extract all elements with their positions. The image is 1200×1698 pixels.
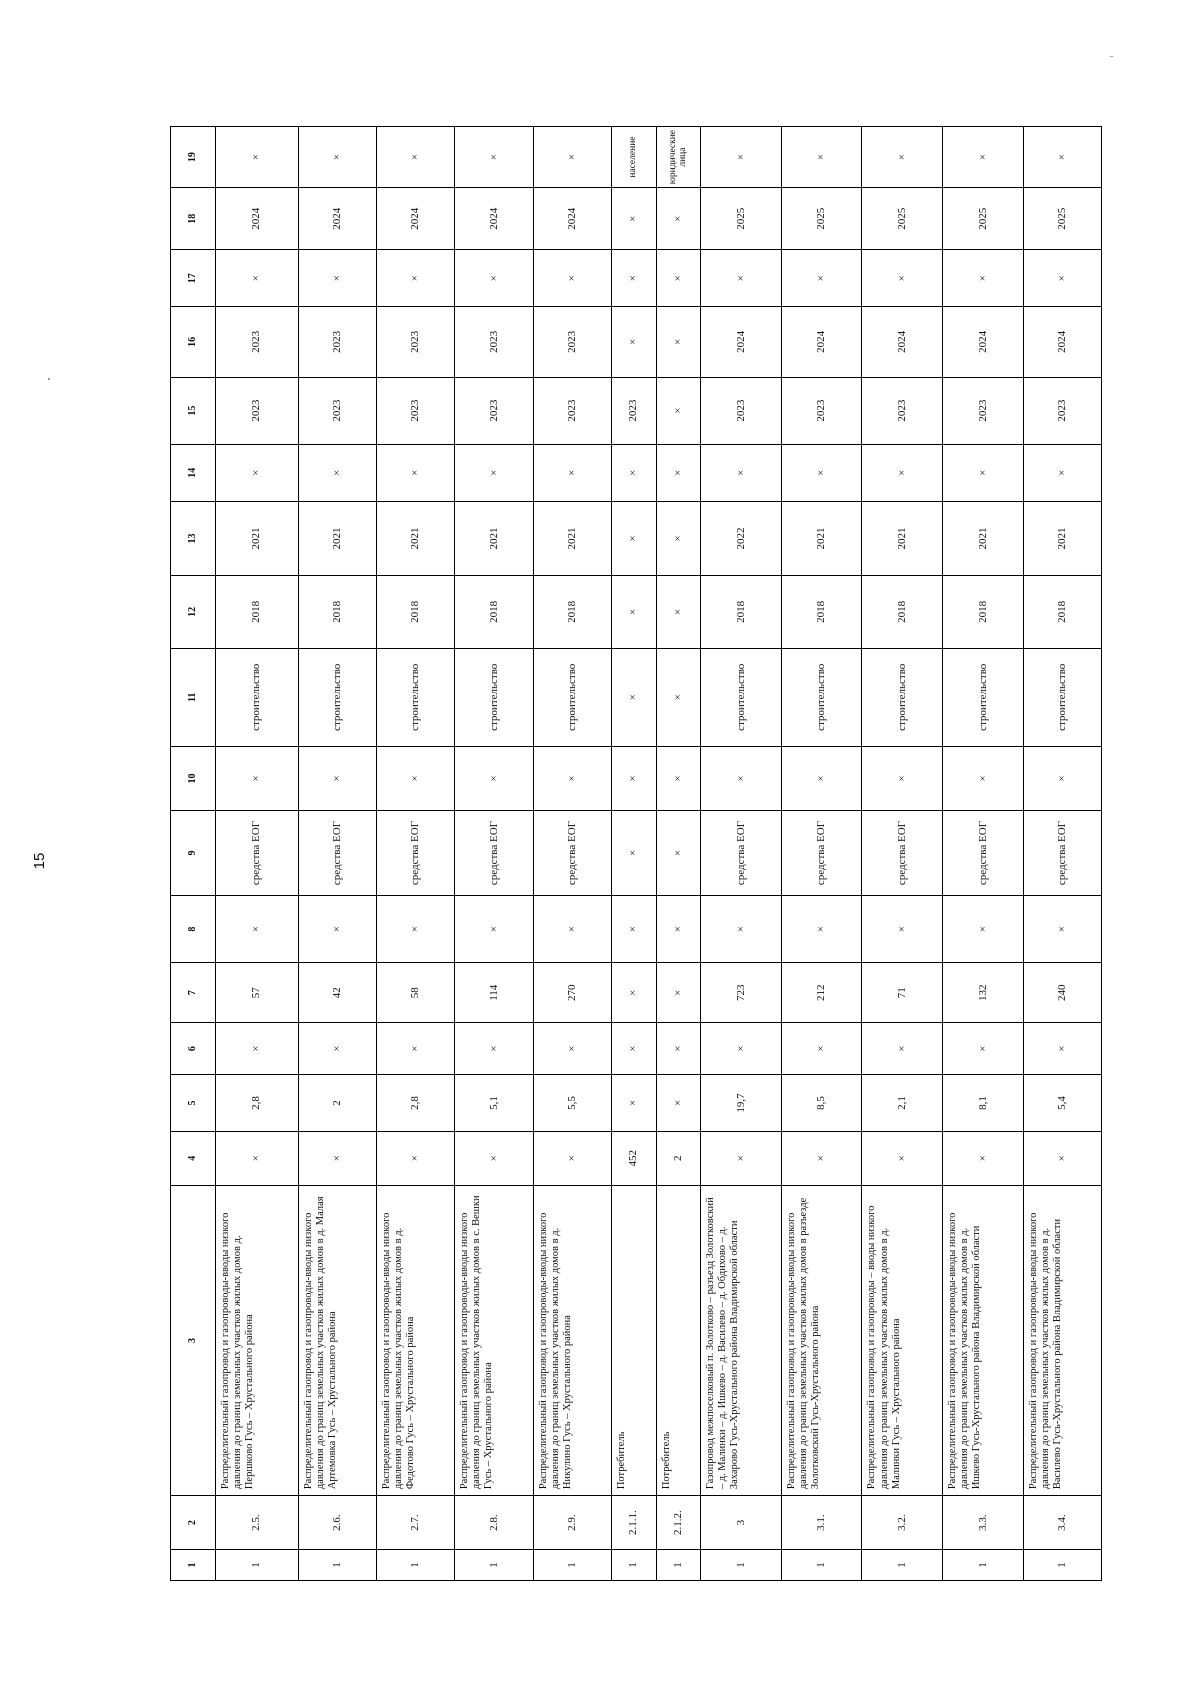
- table-cell: ×: [656, 648, 701, 746]
- table-cell: ×: [611, 811, 656, 896]
- table-cell: ×: [701, 1131, 782, 1185]
- table-cell: ×: [611, 501, 656, 576]
- table-cell: 2023: [376, 377, 454, 444]
- table-cell: 2021: [943, 501, 1024, 576]
- column-header: 12: [171, 576, 216, 648]
- table-cell: ×: [701, 1023, 782, 1075]
- table-cell: 2: [298, 1074, 376, 1131]
- table-cell: ×: [656, 576, 701, 648]
- table-cell: ×: [656, 746, 701, 810]
- table-row: [611, 127, 656, 1581]
- table-row: [701, 127, 782, 1581]
- table-cell: ×: [533, 746, 611, 810]
- table-cell: ×: [376, 746, 454, 810]
- table-cell: строительство: [862, 648, 943, 746]
- table-cell: ×: [376, 1023, 454, 1075]
- table-cell: ×: [701, 895, 782, 962]
- rotated-table-frame: [170, 126, 1102, 1581]
- object-description-cell: Распределительный газопровод и газопроводы-вводы низкого давления до границ земельных участков жилых домов в д. Федотово Гусь – Хрустального района: [376, 1185, 454, 1495]
- table-cell: 2023: [298, 307, 376, 377]
- table-cell: ×: [298, 746, 376, 810]
- table-cell: 240: [1023, 963, 1101, 1023]
- table-cell: 2025: [781, 188, 862, 250]
- table-cell: 1: [611, 1549, 656, 1580]
- table-cell: ×: [455, 895, 533, 962]
- table-cell: 3.2.: [862, 1496, 943, 1550]
- table-cell: строительство: [1023, 648, 1101, 746]
- table-cell: ×: [611, 188, 656, 250]
- table-cell: ×: [376, 1131, 454, 1185]
- table-cell: ×: [943, 444, 1024, 501]
- table-cell: средства ЕОГ: [701, 811, 782, 896]
- table-row: [862, 127, 943, 1581]
- table-cell: ×: [1023, 746, 1101, 810]
- table-cell: 2024: [1023, 307, 1101, 377]
- table-cell: 132: [943, 963, 1024, 1023]
- table-cell: ×: [455, 1023, 533, 1075]
- table-cell: ×: [376, 250, 454, 307]
- object-description-cell: Потребитель: [656, 1185, 701, 1495]
- table-cell: ×: [533, 444, 611, 501]
- column-header: 19: [171, 127, 216, 188]
- table-cell: 2023: [215, 307, 298, 377]
- table-cell: средства ЕОГ: [298, 811, 376, 896]
- column-header: 15: [171, 377, 216, 444]
- table-cell: ×: [862, 250, 943, 307]
- table-cell: ×: [1023, 1131, 1101, 1185]
- table-cell: строительство: [298, 648, 376, 746]
- table-cell: ×: [943, 895, 1024, 962]
- table-cell: 2021: [781, 501, 862, 576]
- table-cell: ×: [656, 377, 701, 444]
- table-cell: 2024: [943, 307, 1024, 377]
- table-cell: 2025: [943, 188, 1024, 250]
- table-cell: ×: [656, 811, 701, 896]
- table-cell: ×: [298, 127, 376, 188]
- table-cell: ×: [533, 895, 611, 962]
- table-cell: ×: [862, 746, 943, 810]
- table-cell: 2024: [298, 188, 376, 250]
- table-cell: ×: [656, 501, 701, 576]
- table-cell: ×: [215, 1023, 298, 1075]
- column-header: 3: [171, 1185, 216, 1495]
- table-cell: 2023: [455, 307, 533, 377]
- table-cell: ×: [298, 895, 376, 962]
- table-cell: 2025: [862, 188, 943, 250]
- table-cell: ×: [533, 127, 611, 188]
- table-cell: 270: [533, 963, 611, 1023]
- table-cell: ×: [455, 127, 533, 188]
- table-cell: ×: [656, 444, 701, 501]
- table-cell: ×: [862, 444, 943, 501]
- table-cell: 1: [376, 1549, 454, 1580]
- table-cell: ×: [611, 648, 656, 746]
- table-cell: 1: [455, 1549, 533, 1580]
- table-cell: средства ЕОГ: [781, 811, 862, 896]
- table-cell: ×: [611, 746, 656, 810]
- table-cell: строительство: [533, 648, 611, 746]
- object-description-cell: Потребитель: [611, 1185, 656, 1495]
- table-cell: 2018: [298, 576, 376, 648]
- table-cell: 2018: [215, 576, 298, 648]
- table-cell: ×: [215, 127, 298, 188]
- table-cell: 2024: [215, 188, 298, 250]
- table-row: [656, 127, 701, 1581]
- table-cell: средства ЕОГ: [455, 811, 533, 896]
- table-cell: ×: [1023, 1023, 1101, 1075]
- table-cell: ×: [611, 576, 656, 648]
- table-cell: ×: [862, 895, 943, 962]
- table-cell: ×: [656, 188, 701, 250]
- table-cell: 8,5: [781, 1074, 862, 1131]
- table-cell: 723: [701, 963, 782, 1023]
- table-region: [170, 126, 1102, 1581]
- table-cell: 2024: [701, 307, 782, 377]
- table-cell: 2018: [701, 576, 782, 648]
- column-header: 16: [171, 307, 216, 377]
- table-cell: средства ЕОГ: [1023, 811, 1101, 896]
- table-cell: ×: [656, 895, 701, 962]
- table-cell: 2021: [533, 501, 611, 576]
- table-cell: 2023: [701, 377, 782, 444]
- table-cell: ×: [376, 895, 454, 962]
- table-cell: 1: [298, 1549, 376, 1580]
- table-cell: 1: [1023, 1549, 1101, 1580]
- table-cell: ×: [943, 250, 1024, 307]
- table-cell: 57: [215, 963, 298, 1023]
- table-cell: ×: [298, 1131, 376, 1185]
- table-cell: строительство: [943, 648, 1024, 746]
- table-cell: 71: [862, 963, 943, 1023]
- table-cell: 2023: [215, 377, 298, 444]
- column-header: 9: [171, 811, 216, 896]
- table-cell: 452: [611, 1131, 656, 1185]
- table-cell: средства ЕОГ: [376, 811, 454, 896]
- table-cell: ×: [943, 127, 1024, 188]
- table-cell: ×: [862, 1023, 943, 1075]
- table-cell: средства ЕОГ: [215, 811, 298, 896]
- table-cell: 2.6.: [298, 1496, 376, 1550]
- table-row: [533, 127, 611, 1581]
- table-cell: ×: [215, 1131, 298, 1185]
- table-cell: ×: [656, 963, 701, 1023]
- table-cell: ×: [943, 1023, 1024, 1075]
- table-row: [215, 127, 298, 1581]
- table-cell: ×: [298, 250, 376, 307]
- table-cell: 2,1: [862, 1074, 943, 1131]
- table-cell: 2024: [376, 188, 454, 250]
- scan-speck: [1110, 56, 1113, 57]
- object-description-cell: Распределительный газопровод и газопроводы – вводы низкого давления до границ земельных участков жилых домов в д. Малинки Гусь – Хрустального района: [862, 1185, 943, 1495]
- table-cell: 1: [656, 1549, 701, 1580]
- table-cell: 2021: [1023, 501, 1101, 576]
- object-description-cell: Распределительный газопровод и газопроводы-вводы низкого давления до границ земельных участков жилых домов д. Першково Гусь – Хрустального района: [215, 1185, 298, 1495]
- table-cell: средства ЕОГ: [862, 811, 943, 896]
- table-cell: строительство: [781, 648, 862, 746]
- table-cell: 2.8.: [455, 1496, 533, 1550]
- table-cell: 2.1.1.: [611, 1496, 656, 1550]
- table-cell: ×: [781, 250, 862, 307]
- table-cell: 42: [298, 963, 376, 1023]
- table-cell: население: [611, 127, 656, 188]
- scan-speck: [48, 378, 50, 380]
- table-cell: ×: [656, 307, 701, 377]
- table-cell: 2018: [455, 576, 533, 648]
- table-cell: 2018: [533, 576, 611, 648]
- column-header: 2: [171, 1496, 216, 1550]
- page-number: 15: [31, 852, 48, 870]
- table-cell: ×: [611, 1023, 656, 1075]
- table-cell: ×: [215, 746, 298, 810]
- object-description-cell: Распределительный газопровод и газопроводы-вводы низкого давления до границ земельных участков жилых домов в с. Вешки Гусь – Хрустального района: [455, 1185, 533, 1495]
- object-description-cell: Распределительный газопровод и газопроводы-вводы низкого давления до границ земельных участков жилых домов в д. Малая Артемовка Гусь – Хрустального района: [298, 1185, 376, 1495]
- table-cell: 2,8: [376, 1074, 454, 1131]
- column-header: 10: [171, 746, 216, 810]
- table-cell: 2025: [1023, 188, 1101, 250]
- table-cell: средства ЕОГ: [533, 811, 611, 896]
- table-cell: ×: [455, 1131, 533, 1185]
- table-cell: 19,7: [701, 1074, 782, 1131]
- table-cell: ×: [781, 1023, 862, 1075]
- table-cell: 2.7.: [376, 1496, 454, 1550]
- table-cell: 2018: [862, 576, 943, 648]
- table-cell: 2023: [376, 307, 454, 377]
- table-cell: ×: [781, 746, 862, 810]
- table-cell: 2.1.2.: [656, 1496, 701, 1550]
- table-cell: 2021: [455, 501, 533, 576]
- column-header: 11: [171, 648, 216, 746]
- table-cell: ×: [1023, 895, 1101, 962]
- table-cell: ×: [781, 1131, 862, 1185]
- object-description-cell: Распределительный газопровод и газопроводы-вводы низкого давления до границ земельных участков жилых домов в д. Василево Гусь-Хрустального района Владимирской области: [1023, 1185, 1101, 1495]
- header-row: [171, 127, 216, 1581]
- table-cell: ×: [611, 963, 656, 1023]
- table-cell: 1: [781, 1549, 862, 1580]
- column-header: 1: [171, 1549, 216, 1580]
- table-cell: 2018: [376, 576, 454, 648]
- table-cell: ×: [376, 444, 454, 501]
- table-cell: ×: [376, 127, 454, 188]
- table-cell: ×: [611, 895, 656, 962]
- table-cell: 2023: [533, 377, 611, 444]
- table-cell: 1: [701, 1549, 782, 1580]
- table-cell: ×: [862, 127, 943, 188]
- table-cell: 2023: [943, 377, 1024, 444]
- table-row: [1023, 127, 1101, 1581]
- table-cell: 2023: [862, 377, 943, 444]
- table-cell: юридические лица: [656, 127, 701, 188]
- object-description-cell: Распределительный газопровод и газопроводы-вводы низкого давления до границ земельных участков жилых домов в разъезде Золотковский Гусь-Хрустального района: [781, 1185, 862, 1495]
- table-cell: ×: [701, 127, 782, 188]
- table-cell: ×: [656, 1023, 701, 1075]
- column-header: 7: [171, 963, 216, 1023]
- table-cell: 2024: [781, 307, 862, 377]
- table-cell: 5,4: [1023, 1074, 1101, 1131]
- table-cell: 2021: [862, 501, 943, 576]
- table-row: [943, 127, 1024, 1581]
- column-header: 18: [171, 188, 216, 250]
- table-cell: 2018: [1023, 576, 1101, 648]
- table-cell: ×: [611, 307, 656, 377]
- table-cell: ×: [781, 127, 862, 188]
- table-cell: 5,5: [533, 1074, 611, 1131]
- table-cell: 2: [656, 1131, 701, 1185]
- table-cell: ×: [781, 444, 862, 501]
- table-cell: ×: [701, 444, 782, 501]
- table-cell: ×: [656, 250, 701, 307]
- table-cell: ×: [943, 1131, 1024, 1185]
- table-cell: 8,1: [943, 1074, 1024, 1131]
- table-cell: 2023: [781, 377, 862, 444]
- table-cell: 2018: [943, 576, 1024, 648]
- table-cell: 2024: [862, 307, 943, 377]
- column-header: 14: [171, 444, 216, 501]
- table-cell: ×: [1023, 444, 1101, 501]
- table-cell: строительство: [215, 648, 298, 746]
- table-cell: 2023: [611, 377, 656, 444]
- table-cell: 2024: [455, 188, 533, 250]
- column-header: 5: [171, 1074, 216, 1131]
- table-cell: ×: [943, 746, 1024, 810]
- table-cell: ×: [298, 1023, 376, 1075]
- table-cell: ×: [455, 444, 533, 501]
- object-description-cell: Распределительный газопровод и газопроводы-вводы низкого давления до границ земельных участков жилых домов в д. Никулино Гусь – Хрустального района: [533, 1185, 611, 1495]
- column-header: 6: [171, 1023, 216, 1075]
- column-header: 17: [171, 250, 216, 307]
- table-cell: 2025: [701, 188, 782, 250]
- table-cell: ×: [533, 1023, 611, 1075]
- table-cell: ×: [701, 250, 782, 307]
- table-cell: 3.4.: [1023, 1496, 1101, 1550]
- table-cell: 2023: [298, 377, 376, 444]
- column-header: 13: [171, 501, 216, 576]
- table-cell: 2022: [701, 501, 782, 576]
- table-cell: ×: [533, 1131, 611, 1185]
- table-cell: ×: [611, 444, 656, 501]
- table-cell: 2021: [376, 501, 454, 576]
- table-cell: ×: [611, 250, 656, 307]
- table-cell: 2023: [533, 307, 611, 377]
- table-cell: 2023: [1023, 377, 1101, 444]
- table-cell: 1: [862, 1549, 943, 1580]
- table-cell: 2018: [781, 576, 862, 648]
- table-cell: 1: [215, 1549, 298, 1580]
- table-cell: 58: [376, 963, 454, 1023]
- table-row: [781, 127, 862, 1581]
- table-cell: 3.1.: [781, 1496, 862, 1550]
- table-row: [455, 127, 533, 1581]
- column-header: 4: [171, 1131, 216, 1185]
- table-cell: 212: [781, 963, 862, 1023]
- table-cell: средства ЕОГ: [943, 811, 1024, 896]
- table-cell: ×: [215, 444, 298, 501]
- table-cell: ×: [1023, 127, 1101, 188]
- table-cell: ×: [781, 895, 862, 962]
- object-description-cell: Газопровод межпоселковый п. Золотково – разъезд Золотковский – д. Малинки – д. Ишкево – д. Василево – д. Обдихово – д. Захарово Гусь-Хрустального района Владимирской области: [701, 1185, 782, 1495]
- table-cell: ×: [455, 250, 533, 307]
- object-description-cell: Распределительный газопровод и газопроводы-вводы низкого давления до границ земельных участков жилых домов в д. Ишкево Гусь-Хрустального района Владимирской области: [943, 1185, 1024, 1495]
- table-cell: ×: [656, 1074, 701, 1131]
- table-cell: ×: [533, 250, 611, 307]
- table-cell: ×: [455, 746, 533, 810]
- column-header: 8: [171, 895, 216, 962]
- table-cell: 3.3.: [943, 1496, 1024, 1550]
- table-cell: ×: [1023, 250, 1101, 307]
- table-cell: 2.9.: [533, 1496, 611, 1550]
- table-cell: 114: [455, 963, 533, 1023]
- table-cell: 2023: [455, 377, 533, 444]
- table-cell: ×: [862, 1131, 943, 1185]
- table-cell: 5,1: [455, 1074, 533, 1131]
- table-cell: ×: [298, 444, 376, 501]
- table-cell: 2024: [533, 188, 611, 250]
- table-row: [298, 127, 376, 1581]
- table-cell: 2021: [298, 501, 376, 576]
- gas-pipeline-table: [170, 126, 1102, 1581]
- table-cell: строительство: [455, 648, 533, 746]
- table-cell: 2021: [215, 501, 298, 576]
- table-cell: 1: [533, 1549, 611, 1580]
- table-cell: 1: [943, 1549, 1024, 1580]
- table-row: [376, 127, 454, 1581]
- table-cell: ×: [215, 895, 298, 962]
- table-cell: строительство: [701, 648, 782, 746]
- table-cell: 2,8: [215, 1074, 298, 1131]
- table-cell: 2.5.: [215, 1496, 298, 1550]
- table-cell: ×: [611, 1074, 656, 1131]
- table-cell: 3: [701, 1496, 782, 1550]
- table-cell: ×: [701, 746, 782, 810]
- table-cell: ×: [215, 250, 298, 307]
- table-cell: строительство: [376, 648, 454, 746]
